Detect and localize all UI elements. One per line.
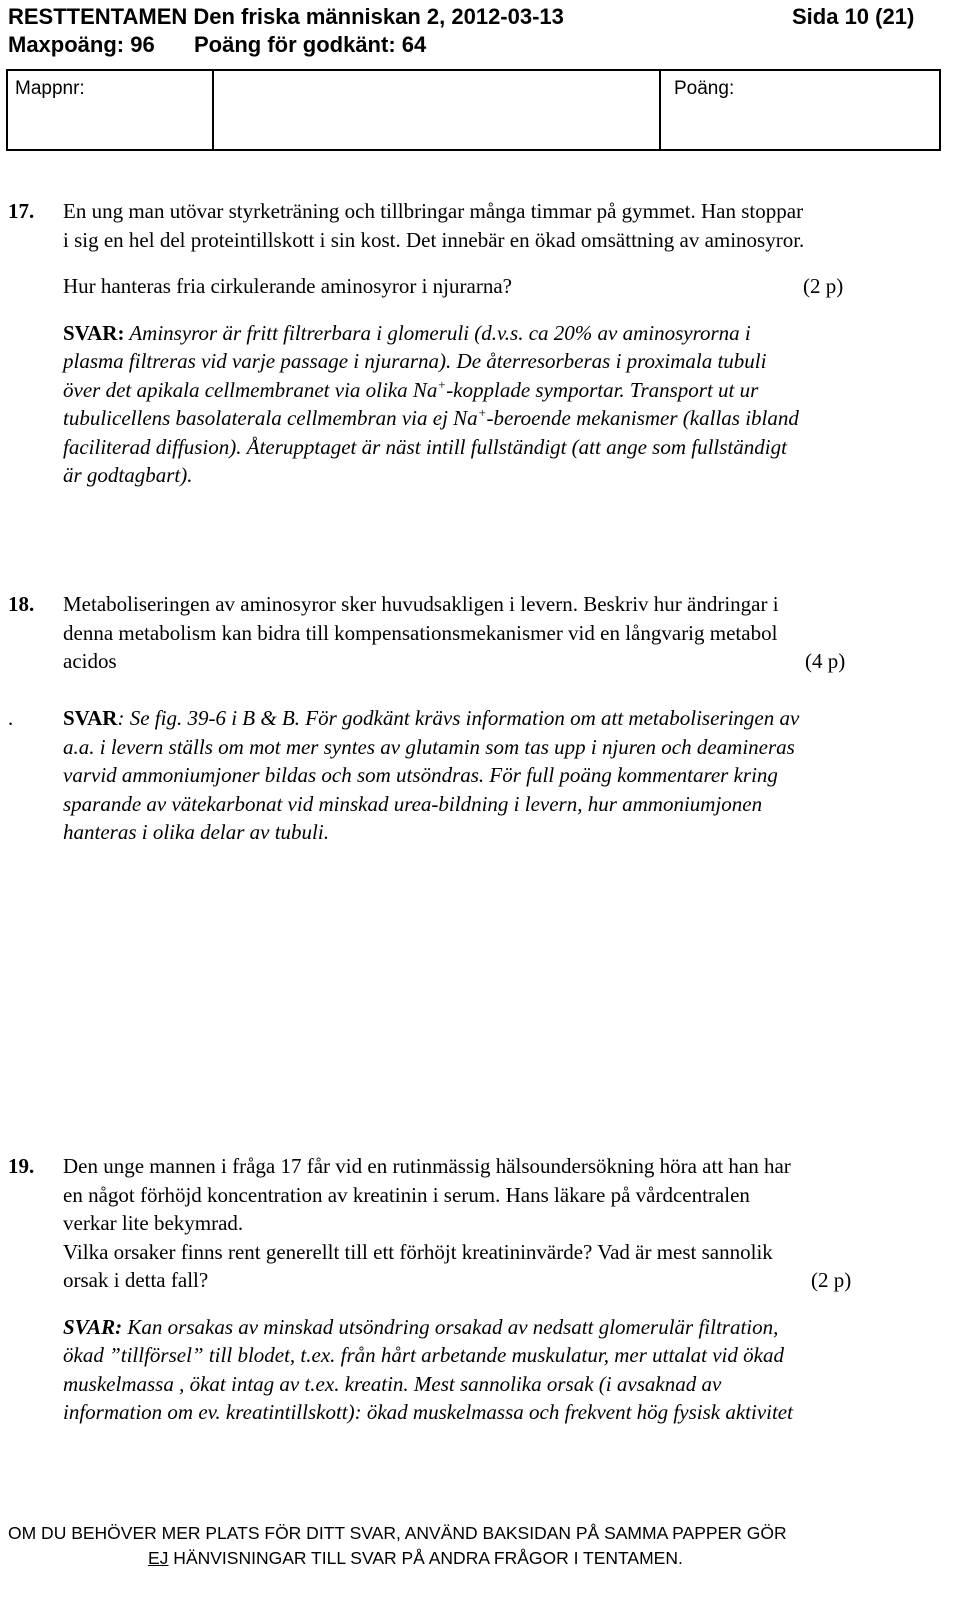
question-text: Metaboliseringen av aminosyror sker huvudsakligen i levern. Beskriv hur ändringar i bbox=[63, 592, 779, 616]
max-points: Maxpoäng: 96 bbox=[8, 32, 155, 57]
answer-text: a.a. i levern ställs om mot mer syntes av glutamin som tas upp i njuren och deamineras bbox=[63, 734, 795, 759]
answer-text: hanteras i olika delar av tubuli. bbox=[63, 820, 329, 844]
question-prompt: Hur hanteras fria cirkulerande aminosyror i njurarna? bbox=[63, 274, 512, 298]
question-number: 18. bbox=[8, 592, 35, 616]
question-text: En ung man utövar styrketräning och tillbringar många timmar på gymmet. Han stoppar bbox=[63, 199, 804, 223]
answer-17 bbox=[63, 319, 883, 490]
svar-label: SVAR bbox=[63, 706, 118, 730]
answer-text: plasma filtreras vid varje passage i njurarna). De återresorberas i proximala tubuli bbox=[63, 349, 767, 373]
question-points: (2 p) bbox=[811, 1268, 852, 1292]
answer-text: ökad ”tillförsel” till blodet, t.ex. från hårt arbetande muskulatur, mer uttalat vid ökad bbox=[63, 1343, 784, 1367]
question-points: (2 p) bbox=[803, 274, 844, 298]
question-number: 17. bbox=[8, 199, 35, 223]
question-text: acidos bbox=[63, 649, 117, 673]
question-text: Vilka orsaker finns rent generellt till ett förhöjt kreatininvärde? Vad är mest sannolik bbox=[63, 1239, 773, 1264]
pass-points: Poäng för godkänt: 64 bbox=[194, 32, 427, 57]
question-points: (4 p) bbox=[805, 649, 846, 673]
page-number: Sida 10 (21) bbox=[792, 4, 915, 29]
mappnr-label: Mappnr: bbox=[15, 78, 85, 99]
superscript-plus: + bbox=[437, 376, 447, 392]
question-text: Den unge mannen i fråga 17 får vid en rutinmässig hälsoundersökning höra att han har bbox=[63, 1154, 791, 1178]
stray-dot: . bbox=[8, 706, 14, 730]
footer-line-1: OM DU BEHÖVER MER PLATS FÖR DITT SVAR, ANVÄND BAKSIDAN PÅ SAMMA PAPPER GÖR bbox=[8, 1523, 787, 1543]
answer-text: sparande av vätekarbonat vid minskad urea-bildning i levern, hur ammoniumjonen bbox=[63, 791, 763, 816]
answer-text: faciliterad diffusion). Återupptaget är näst intill fullständigt (att ange som fullständigt bbox=[63, 434, 787, 459]
superscript-plus: + bbox=[477, 405, 487, 420]
footer-line-2 bbox=[148, 1546, 683, 1570]
answer-text: varvid ammoniumjoner bildas och som utsöndras. För full poäng kommentarer kring bbox=[63, 763, 778, 787]
answer-text: över det apikala cellmembranet via olika Na bbox=[63, 377, 438, 402]
question-text: verkar lite bekymrad. bbox=[63, 1211, 244, 1235]
answer-text: information om ev. kreatintillskott): ökad muskelmassa och frekvent hög fysisk aktivitet bbox=[63, 1400, 793, 1424]
question-text: orsak i detta fall? bbox=[63, 1268, 209, 1292]
exam-title: RESTTENTAMEN Den friska människan 2, 2012-03-13 bbox=[8, 4, 564, 29]
svar-label: SVAR: bbox=[63, 320, 125, 345]
question-text: denna metabolism kan bidra till kompensationsmekanismer vid en långvarig metabol bbox=[63, 620, 778, 645]
answer-text: Aminsyror är fritt filtrerbara i glomeruli (d.v.s. ca 20% av aminosyrorna i bbox=[124, 320, 751, 345]
answer-text: -beroende mekanismer (kallas ibland bbox=[486, 406, 799, 430]
footer-line-2-text: HÄNVISNINGAR TILL SVAR PÅ ANDRA FRÅGOR I TENTAMEN. bbox=[168, 1548, 683, 1568]
question-text: i sig en hel del proteintillskott i sin kost. Det innebär en ökad omsättning av aminosyror. bbox=[63, 227, 805, 252]
answer-text: : Se fig. 39-6 i B & B. För godkänt krävs information om att metaboliseringen av bbox=[117, 706, 800, 730]
answer-19 bbox=[63, 1313, 883, 1427]
poang-label: Poäng: bbox=[674, 78, 735, 99]
answer-text: tubulicellens basolaterala cellmembran via ej Na bbox=[63, 406, 478, 430]
footer-ej: EJ bbox=[148, 1548, 169, 1568]
answer-text: Kan orsakas av minskad utsöndring orsakad av nedsatt glomerulär filtration, bbox=[122, 1314, 779, 1339]
answer-text: muskelmassa , ökat intag av t.ex. kreatin. Mest sannolika orsak (i avsaknad av bbox=[63, 1371, 722, 1396]
question-number: 19. bbox=[8, 1154, 35, 1178]
svar-label: SVAR: bbox=[63, 1314, 123, 1339]
answer-text: är godtagbart). bbox=[63, 463, 193, 487]
answer-text: -kopplade symportar. Transport ut ur bbox=[446, 377, 759, 402]
question-text: en något förhöjd koncentration av kreatinin i serum. Hans läkare på vårdcentralen bbox=[63, 1182, 750, 1207]
